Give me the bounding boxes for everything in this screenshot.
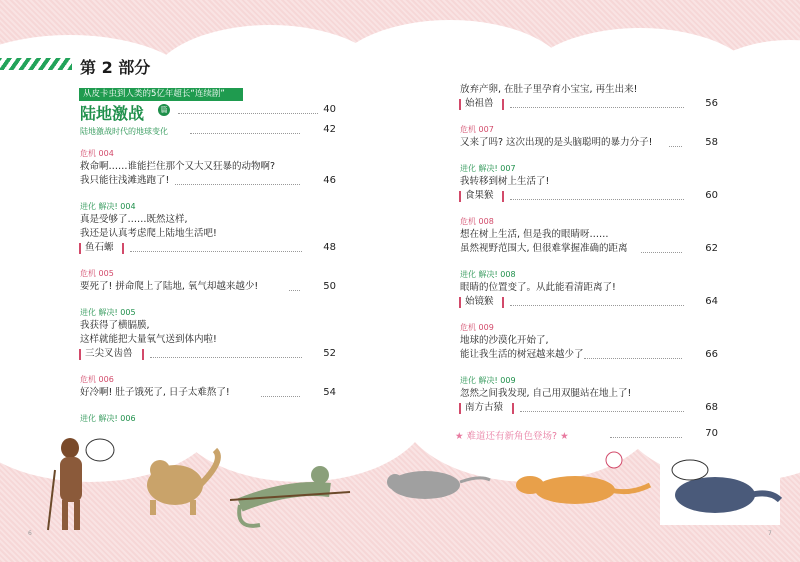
reptile-creature [516,452,650,504]
toc-entry-text[interactable]: 能让我生活的树冠越来越少了 [460,349,584,360]
toc-subsection[interactable]: 陆地激战时代的地球变化 [80,127,168,136]
toc-entry-text[interactable]: 我还是认真考虑爬上陆地生活吧! [80,228,217,239]
toc-entry-text[interactable]: 地球的沙漠化开始了, [460,335,549,346]
toc-entry-text[interactable]: 好冷啊! 肚子饿死了, 日子太难熬了! [80,387,230,398]
toc-tag: 危机 004 [80,149,114,158]
toc-entry-text[interactable]: 我转移到树上生活了! [460,176,550,187]
leader-line [510,199,684,200]
page-number: 64 [705,296,718,307]
toc-tag: 进化 解决! 007 [460,164,516,173]
leader-line [130,251,302,252]
toc-tag: 危机 006 [80,375,114,384]
part-stripes [0,58,72,70]
leader-line [175,184,300,185]
toc-entry-text[interactable]: 放弃产卵, 在肚子里孕育小宝宝, 再生出来! [460,84,638,95]
label-bar [459,191,461,202]
toc-entry-text[interactable]: 要死了! 拼命爬上了陆地, 氧气却越来越少! [80,281,259,292]
page-number: 66 [705,349,718,360]
speech-bubble [86,439,114,461]
toc-tag: 进化 解决! 006 [80,414,136,423]
branch-creature [230,466,350,526]
label-bar [512,403,514,414]
section-title[interactable]: 陆地激战 [80,104,145,123]
right-page-number: 7 [768,530,772,537]
toc-entry-text[interactable]: 我只能往浅滩逃跑了! [80,175,170,186]
toc-entry-text[interactable]: 虽然视野范围大, 但很难掌握准确的距离 [460,243,628,254]
toc-entry-text[interactable]: 眼睛的位置变了。从此能看清距离了! [460,282,616,293]
leader-line [669,146,682,147]
toc-tag: 危机 008 [460,217,494,226]
label-bar [502,99,504,110]
toc-entry-text[interactable]: 救命啊……谁能拦住那个又大又狂暴的动物啊? [80,161,276,172]
toc-entry-text[interactable]: 这样就能把大量氧气送到体内啦! [80,334,217,345]
leader-line [289,290,300,291]
page-number: 50 [323,281,336,292]
left-page-number: 6 [28,530,32,537]
leader-line [510,107,684,108]
page-number: 62 [705,243,718,254]
label-bar [459,403,461,414]
leader-line [190,133,300,134]
label-bar [502,297,504,308]
lemur-creature [147,450,218,515]
teaser-text[interactable]: ★ 难道还有新角色登场? ★ [455,431,569,442]
page-number: 54 [323,387,336,398]
page-number: 68 [705,402,718,413]
leader-line [520,411,684,412]
toc-entry-text[interactable]: 忽然之间我发现, 自己用双腿站在地上了! [460,388,632,399]
page-number: 60 [705,190,718,201]
caveman-figure [48,438,82,530]
species-label[interactable]: 始祖兽 [465,98,494,109]
page-number: 40 [323,104,336,115]
page-number: 70 [705,428,718,439]
toc-tag: 危机 007 [460,125,494,134]
leader-line [510,305,684,306]
toc-tag: 危机 005 [80,269,114,278]
species-label[interactable]: 食果猴 [465,190,494,201]
creatures-illustration [0,430,800,550]
section-banner: 从皮卡虫到人类的5亿年超长“连续剧” [79,88,243,101]
page-number: 56 [705,98,718,109]
toc-tag: 进化 解决! 008 [460,270,516,279]
species-label[interactable]: 始镜猴 [465,296,494,307]
toc-entry-text[interactable]: 又来了吗? 这次出现的是头脑聪明的暴力分子! [460,137,653,148]
leader-line [641,252,683,253]
label-bar [502,191,504,202]
label-bar [79,243,81,254]
leader-line [178,113,318,114]
page-number: 58 [705,137,718,148]
toc-tag: 危机 009 [460,323,494,332]
page-number: 42 [323,124,336,135]
page-number: 46 [323,175,336,186]
part-title: 第 2 部分 [80,58,151,77]
page-number: 52 [323,348,336,359]
toc-entry-text[interactable]: 想在树上生活, 但是我的眼睛呀…… [460,229,609,240]
leader-line [584,358,683,359]
label-bar [459,297,461,308]
label-bar [122,243,124,254]
toc-entry-text[interactable]: 我获得了横膈膜, [80,320,150,331]
toc-tag: 进化 解决! 005 [80,308,136,317]
toc-tag: 进化 解决! 009 [460,376,516,385]
leader-line [150,357,302,358]
page-number: 48 [323,242,336,253]
label-bar [459,99,461,110]
toc-tag: 进化 解决! 004 [80,202,136,211]
label-bar [79,349,81,360]
species-label[interactable]: 鱼石螈 [85,242,114,253]
rodent-creature [387,471,490,499]
species-label[interactable]: 三尖叉齿兽 [85,348,133,359]
leader-line [261,396,301,397]
salamander-creature [660,455,780,525]
species-label[interactable]: 南方古猿 [465,402,504,413]
label-bar [142,349,144,360]
section-badge: 篇 [158,104,170,116]
toc-entry-text[interactable]: 真是受够了……既然这样, [80,214,188,225]
